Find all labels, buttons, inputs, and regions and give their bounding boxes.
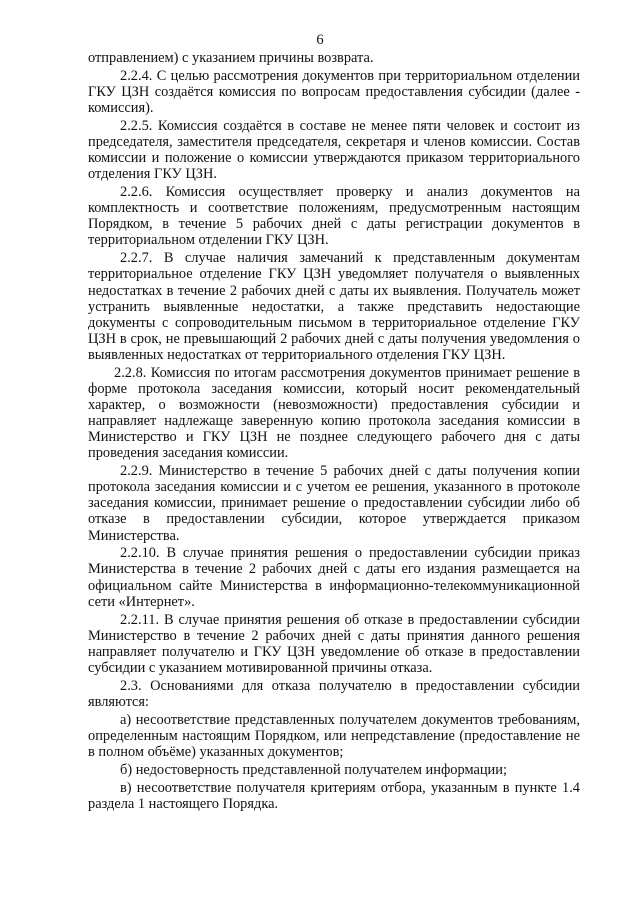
paragraph-2-2-11: 2.2.11. В случае принятия решения об отказе в предоставлении субсидии Министерство в течение 2 рабочих дней с даты принятия данного решения направляет получателю и ГКУ ЦЗН уведомление об отказе в предоставлении субсидии с указанием мотивированной причины отказа. [88,611,580,676]
list-item-b: б) недостоверность представленной получателем информации; [120,761,507,778]
document-body [88,50,580,814]
paragraph-2-2-9: 2.2.9. Министерство в течение 5 рабочих дней с даты получения копии протокола заседания комиссии и с учетом ее решения, указанного в протоколе заседания комиссии, принимает решение о предоставлении субсидии либо об отказе в предоставлении субсидии, которое утверждается приказом Министерства. [88,463,580,544]
paragraph-2-3: 2.3. Основаниями для отказа получателю в предоставлении субсидии являются: [88,677,580,710]
list-item-a: а) несоответствие представленных получателем документов требованиям, определенным настоящим Порядком, или непредставление (предоставление не в полном объёме) указанных документов; [88,711,580,760]
page-number: 6 [316,32,324,48]
paragraph-2-2-10: 2.2.10. В случае принятия решения о предоставлении субсидии приказ Министерства в течение 2 рабочих дней с даты его издания размещается на официальном сайте Министерства в информационно-телекоммуникационной сети «Интернет». [88,545,580,610]
paragraph-2-2-8: 2.2.8. Комиссия по итогам рассмотрения документов принимает решение в форме протокола заседания комиссии, который носит рекомендательный характер, о возможности (невозможности) предоставления субсидии и направляет надлежаще заверенную копию протокола заседания комиссии в Министерство и ГКУ ЦЗН не позднее следующего рабочего дня с даты проведения заседания комиссии. [88,364,580,462]
paragraph-2-2-6: 2.2.6. Комиссия осуществляет проверку и анализ документов на комплектность и соответствие положениям, предусмотренным настоящим Порядком, в течение 5 рабочих дней с даты регистрации документов в территориальном отделении ГКУ ЦЗН. [88,184,580,249]
paragraph-2-2-5: 2.2.5. Комиссия создаётся в составе не менее пяти человек и состоит из председателя, заместителя председателя, секретаря и членов комиссии. Состав комиссии и положение о комиссии утверждаются приказом территориального отделения ГКУ ЦЗН. [88,117,580,183]
paragraph-continuation: отправлением) с указанием причины возврата. [88,50,374,66]
list-item-v: в) несоответствие получателя критериям отбора, указанным в пункте 1.4 раздела 1 настоящего Порядка. [88,779,580,812]
paragraph-2-2-4: 2.2.4. С целью рассмотрения документов при территориальном отделении ГКУ ЦЗН создаётся комиссия по вопросам предоставления субсидии (далее - комиссия). [88,67,580,117]
paragraph-2-2-7: 2.2.7. В случае наличия замечаний к представленным документам территориальное отделение ГКУ ЦЗН уведомляет получателя о выявленных недостатках в течение 2 рабочих дней с даты их выявления. Получатель может устранить выявленные недостатки, а также представить недостающие документы с сопроводительным письмом в территориальное отделение ГКУ ЦЗН в срок, не превышающий 2 рабочих дней с даты получения уведомления о выявленных недостатках от территориального отделения ГКУ ЦЗН. [88,250,580,363]
